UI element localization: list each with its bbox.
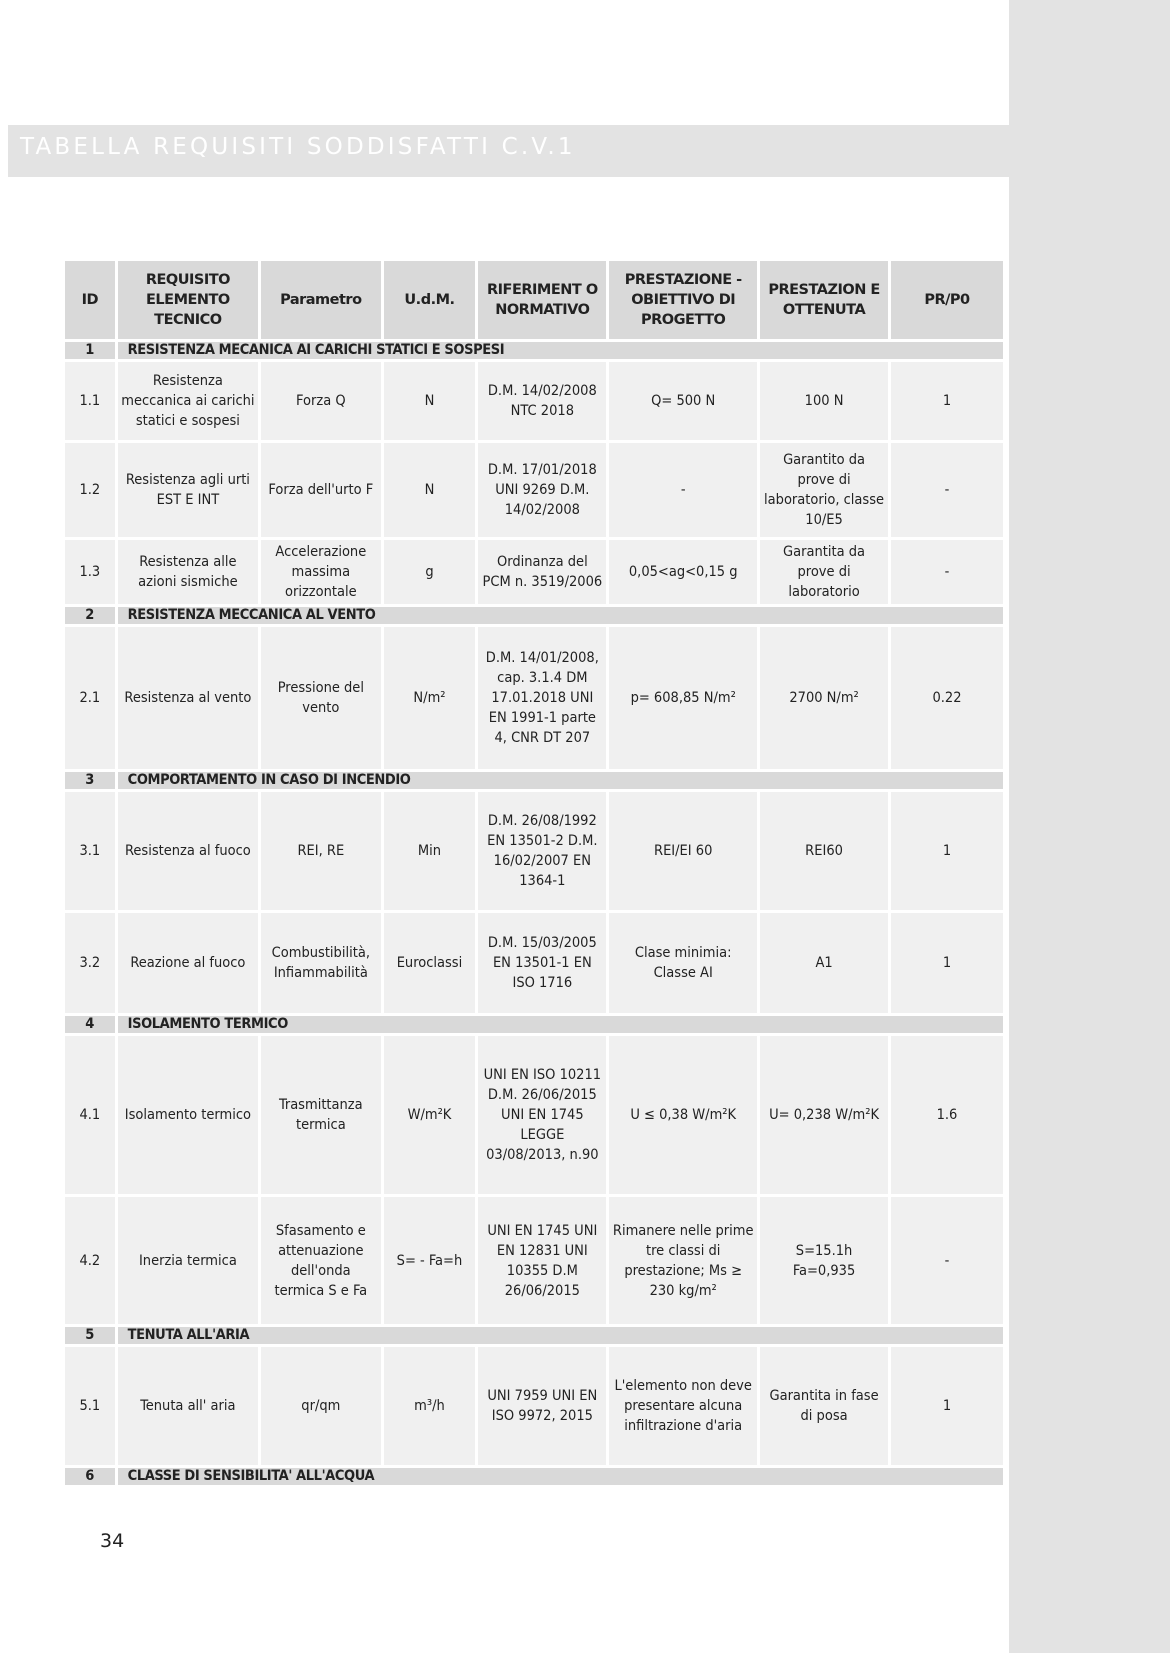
cell-obiettivo: - <box>609 443 757 537</box>
cell-riferimento: D.M. 14/01/2008, cap. 3.1.4 DM 17.01.2018 UNI EN 1991-1 parte 4, CNR DT 207 <box>478 627 606 769</box>
cell-riferimento: D.M. 17/01/2018 UNI 9269 D.M. 14/02/2008 <box>478 443 606 537</box>
header-ottenuta: PRESTAZION E OTTENUTA <box>760 261 888 339</box>
section-title: COMPORTAMENTO IN CASO DI INCENDIO <box>118 772 1003 789</box>
cell-parametro: qr/qm <box>261 1347 380 1465</box>
cell-ratio: - <box>891 540 1003 604</box>
cell-udm: W/m²K <box>384 1036 476 1194</box>
cell-requisito: Inerzia termica <box>118 1197 259 1324</box>
cell-obiettivo: Rimanere nelle prime tre classi di prestazione; Ms ≥ 230 kg/m² <box>609 1197 757 1324</box>
cell-id: 5.1 <box>65 1347 115 1465</box>
cell-ratio: 1.6 <box>891 1036 1003 1194</box>
cell-ottenuta: U= 0,238 W/m²K <box>760 1036 888 1194</box>
cell-parametro: Forza dell'urto F <box>261 443 380 537</box>
table-row <box>65 792 1003 910</box>
table-row <box>65 1347 1003 1465</box>
cell-obiettivo: L'elemento non deve presentare alcuna infiltrazione d'aria <box>609 1347 757 1465</box>
cell-ratio: - <box>891 443 1003 537</box>
section-title: RESISTENZA MECCANICA AL VENTO <box>118 607 1003 624</box>
cell-parametro: Sfasamento e attenuazione dell'onda termica S e Fa <box>261 1197 380 1324</box>
cell-ottenuta: S=15.1h Fa=0,935 <box>760 1197 888 1324</box>
header-ratio: PR/P0 <box>891 261 1003 339</box>
cell-riferimento: D.M. 26/08/1992 EN 13501-2 D.M. 16/02/2007 EN 1364-1 <box>478 792 606 910</box>
cell-ratio: 1 <box>891 362 1003 440</box>
cell-ottenuta: 100 N <box>760 362 888 440</box>
cell-ottenuta: REI60 <box>760 792 888 910</box>
cell-riferimento: UNI 7959 UNI EN ISO 9972, 2015 <box>478 1347 606 1465</box>
section-row <box>65 772 1003 789</box>
cell-parametro: Combustibilità, Infiammabilità <box>261 913 380 1013</box>
section-title: ISOLAMENTO TERMICO <box>118 1016 1003 1033</box>
section-row <box>65 1016 1003 1033</box>
cell-id: 2.1 <box>65 627 115 769</box>
cell-ratio: 0.22 <box>891 627 1003 769</box>
cell-obiettivo: Clase minimia: Classe AI <box>609 913 757 1013</box>
table-row <box>65 627 1003 769</box>
cell-riferimento: UNI EN ISO 10211 D.M. 26/06/2015 UNI EN 1745 LEGGE 03/08/2013, n.90 <box>478 1036 606 1194</box>
section-row <box>65 342 1003 359</box>
cell-requisito: Reazione al fuoco <box>118 913 259 1013</box>
cell-ratio: 1 <box>891 913 1003 1013</box>
cell-ottenuta: Garantita in fase di posa <box>760 1347 888 1465</box>
cell-obiettivo: Q= 500 N <box>609 362 757 440</box>
cell-parametro: Trasmittanza termica <box>261 1036 380 1194</box>
cell-requisito: Resistenza al vento <box>118 627 259 769</box>
table-row <box>65 1036 1003 1194</box>
cell-obiettivo: REI/EI 60 <box>609 792 757 910</box>
header-requisito: REQUISITO ELEMENTO TECNICO <box>118 261 259 339</box>
cell-id: 3.1 <box>65 792 115 910</box>
cell-obiettivo: U ≤ 0,38 W/m²K <box>609 1036 757 1194</box>
cell-requisito: Resistenza alle azioni sismiche <box>118 540 259 604</box>
cell-ratio: 1 <box>891 1347 1003 1465</box>
table-row <box>65 1197 1003 1324</box>
cell-ratio: 1 <box>891 792 1003 910</box>
cell-riferimento: UNI EN 1745 UNI EN 12831 UNI 10355 D.M 26/06/2015 <box>478 1197 606 1324</box>
table-header-row <box>65 261 1003 339</box>
table-row <box>65 913 1003 1013</box>
cell-parametro: Forza Q <box>261 362 380 440</box>
table-row <box>65 540 1003 604</box>
table-row <box>65 362 1003 440</box>
cell-id: 4.1 <box>65 1036 115 1194</box>
section-id: 5 <box>65 1327 115 1344</box>
cell-udm: N <box>384 362 476 440</box>
cell-udm: m³/h <box>384 1347 476 1465</box>
cell-udm: Euroclassi <box>384 913 476 1013</box>
cell-ottenuta: Garantita da prove di laboratorio <box>760 540 888 604</box>
section-id: 2 <box>65 607 115 624</box>
cell-udm: Min <box>384 792 476 910</box>
cell-ottenuta: 2700 N/m² <box>760 627 888 769</box>
cell-requisito: Isolamento termico <box>118 1036 259 1194</box>
cell-requisito: Resistenza agli urti EST E INT <box>118 443 259 537</box>
cell-id: 1.3 <box>65 540 115 604</box>
cell-udm: N/m² <box>384 627 476 769</box>
section-title: TENUTA ALL'ARIA <box>118 1327 1003 1344</box>
section-row <box>65 607 1003 624</box>
cell-requisito: Tenuta all' aria <box>118 1347 259 1465</box>
header-id: ID <box>65 261 115 339</box>
right-margin-band <box>1009 0 1170 1653</box>
section-id: 4 <box>65 1016 115 1033</box>
header-parametro: Parametro <box>261 261 380 339</box>
cell-ottenuta: Garantito da prove di laboratorio, classe 10/E5 <box>760 443 888 537</box>
cell-udm: S= - Fa=h <box>384 1197 476 1324</box>
cell-id: 3.2 <box>65 913 115 1013</box>
cell-riferimento: D.M. 15/03/2005 EN 13501-1 EN ISO 1716 <box>478 913 606 1013</box>
cell-requisito: Resistenza meccanica ai carichi statici e sospesi <box>118 362 259 440</box>
cell-obiettivo: p= 608,85 N/m² <box>609 627 757 769</box>
cell-ratio: - <box>891 1197 1003 1324</box>
header-udm: U.d.M. <box>384 261 476 339</box>
section-row <box>65 1327 1003 1344</box>
cell-id: 1.1 <box>65 362 115 440</box>
cell-riferimento: Ordinanza del PCM n. 3519/2006 <box>478 540 606 604</box>
header-obiettivo: PRESTAZIONE - OBIETTIVO DI PROGETTO <box>609 261 757 339</box>
cell-ottenuta: A1 <box>760 913 888 1013</box>
page-title: TABELLA REQUISITI SODDISFATTI C.V.1 <box>20 134 576 160</box>
cell-id: 4.2 <box>65 1197 115 1324</box>
table-row <box>65 443 1003 537</box>
cell-parametro: Accelerazione massima orizzontale <box>261 540 380 604</box>
section-id: 6 <box>65 1468 115 1485</box>
section-id: 3 <box>65 772 115 789</box>
cell-parametro: REI, RE <box>261 792 380 910</box>
cell-udm: N <box>384 443 476 537</box>
header-riferimento: RIFERIMENT O NORMATIVO <box>478 261 606 339</box>
cell-parametro: Pressione del vento <box>261 627 380 769</box>
cell-riferimento: D.M. 14/02/2008 NTC 2018 <box>478 362 606 440</box>
section-title: RESISTENZA MECANICA AI CARICHI STATICI E SOSPESI <box>118 342 1003 359</box>
cell-udm: g <box>384 540 476 604</box>
requirements-table <box>62 258 1006 1488</box>
page-number: 34 <box>100 1530 125 1552</box>
cell-requisito: Resistenza al fuoco <box>118 792 259 910</box>
cell-obiettivo: 0,05<ag<0,15 g <box>609 540 757 604</box>
cell-id: 1.2 <box>65 443 115 537</box>
section-title: CLASSE DI SENSIBILITA' ALL'ACQUA <box>118 1468 1003 1485</box>
section-row <box>65 1468 1003 1485</box>
section-id: 1 <box>65 342 115 359</box>
